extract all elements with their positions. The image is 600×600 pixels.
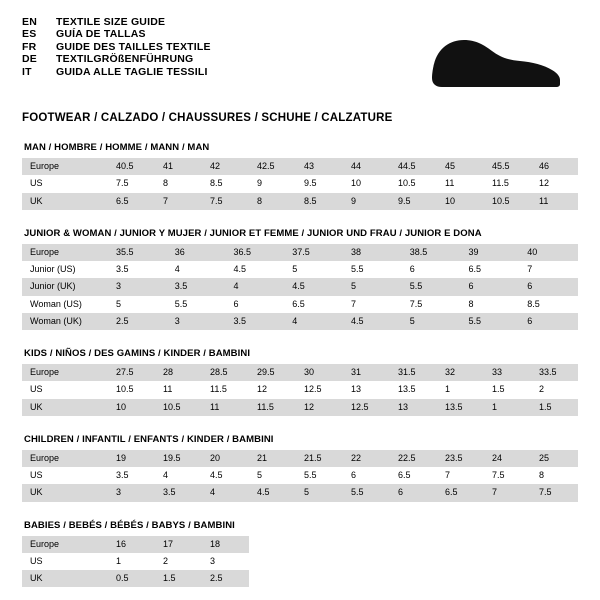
language-row: [22, 53, 211, 65]
cell: 10.5: [108, 381, 155, 398]
cell: 17: [155, 536, 202, 553]
cell-empty: [343, 570, 390, 587]
cell: 1: [437, 381, 484, 398]
row-label: UK: [22, 570, 108, 587]
cell: 5: [402, 313, 461, 330]
cell: 5.5: [461, 313, 520, 330]
cell-empty: [343, 553, 390, 570]
cell: 10: [108, 399, 155, 416]
cell: 1.5: [531, 399, 578, 416]
row-label: Junior (UK): [22, 278, 108, 295]
cell: 6: [461, 278, 520, 295]
cell: 8: [249, 193, 296, 210]
cell: 1: [108, 553, 155, 570]
cell: 4.5: [249, 484, 296, 501]
cell: 44.5: [390, 158, 437, 175]
cell: 12: [249, 381, 296, 398]
cell: 32: [437, 364, 484, 381]
cell: 3.5: [108, 261, 167, 278]
language-title: GUIDA ALLE TAGLIE TESSILI: [56, 65, 208, 78]
cell: 4.5: [284, 278, 343, 295]
cell: 7: [484, 484, 531, 501]
language-code: FR: [22, 40, 37, 53]
group-title: MAN / HOMBRE / HOMME / MANN / MAN: [24, 142, 210, 153]
cell: 4.5: [226, 261, 285, 278]
table-row: [22, 381, 578, 398]
language-title: TEXTILE SIZE GUIDE: [56, 16, 166, 28]
cell: 5: [108, 296, 167, 313]
row-label: UK: [22, 399, 108, 416]
cell: 8.5: [296, 193, 343, 210]
cell: 12: [296, 399, 343, 416]
cell: 3: [167, 313, 226, 330]
cell: 7: [437, 467, 484, 484]
cell: 44: [343, 158, 390, 175]
cell-empty: [531, 570, 578, 587]
row-label: Woman (UK): [22, 313, 108, 330]
cell: 13: [390, 399, 437, 416]
cell: 22.5: [390, 450, 437, 467]
cell: 6: [519, 313, 578, 330]
cell: 31: [343, 364, 390, 381]
cell-empty: [249, 553, 296, 570]
row-label: UK: [22, 193, 108, 210]
cell: 37.5: [284, 244, 343, 261]
cell: 6.5: [108, 193, 155, 210]
cell: 46: [531, 158, 578, 175]
cell: 33: [484, 364, 531, 381]
cell: 4: [284, 313, 343, 330]
cell-empty: [531, 553, 578, 570]
cell: 8: [461, 296, 520, 313]
cell: 19: [108, 450, 155, 467]
size-table-junior-woman: [22, 244, 578, 330]
cell: 40.5: [108, 158, 155, 175]
cell-empty: [390, 536, 437, 553]
cell: 11.5: [484, 175, 531, 192]
cell: 2: [531, 381, 578, 398]
cell: 35.5: [108, 244, 167, 261]
table-row: [22, 467, 578, 484]
cell: 42.5: [249, 158, 296, 175]
cell-empty: [390, 553, 437, 570]
cell: 11.5: [249, 399, 296, 416]
cell: 27.5: [108, 364, 155, 381]
cell: 9: [343, 193, 390, 210]
size-table-children: [22, 450, 578, 502]
cell: 38.5: [402, 244, 461, 261]
size-table-babies: [22, 536, 578, 588]
row-label: US: [22, 467, 108, 484]
language-title: GUÍA DE TALLAS: [56, 28, 146, 41]
row-label: Europe: [22, 536, 108, 553]
language-code: DE: [22, 53, 37, 66]
language-row: [22, 66, 211, 78]
language-code: ES: [22, 28, 37, 41]
size-table-kids: [22, 364, 578, 416]
cell: 2: [155, 553, 202, 570]
table-row: [22, 364, 578, 381]
cell: 3.5: [155, 484, 202, 501]
cell: 28.5: [202, 364, 249, 381]
cell-empty: [437, 536, 484, 553]
cell: 3.5: [108, 467, 155, 484]
cell: 4: [167, 261, 226, 278]
cell: 1.5: [484, 381, 531, 398]
cell: 20: [202, 450, 249, 467]
cell: 30: [296, 364, 343, 381]
cell: 10.5: [155, 399, 202, 416]
cell-empty: [296, 553, 343, 570]
cell: 9.5: [390, 193, 437, 210]
size-table-man: [22, 158, 578, 210]
cell: 9.5: [296, 175, 343, 192]
table-row: [22, 450, 578, 467]
cell: 5.5: [167, 296, 226, 313]
cell: 11: [531, 193, 578, 210]
cell: 8: [531, 467, 578, 484]
language-row: [22, 28, 211, 40]
cell: 36: [167, 244, 226, 261]
cell: 7.5: [531, 484, 578, 501]
cell: 6: [402, 261, 461, 278]
cell: 6: [343, 467, 390, 484]
cell: 11: [155, 381, 202, 398]
cell: 2.5: [202, 570, 249, 587]
cell: 9: [249, 175, 296, 192]
row-label: US: [22, 553, 108, 570]
cell: 25: [531, 450, 578, 467]
cell: 10.5: [484, 193, 531, 210]
cell: 31.5: [390, 364, 437, 381]
cell: 11.5: [202, 381, 249, 398]
cell: 5: [296, 484, 343, 501]
cell: 8.5: [202, 175, 249, 192]
row-label: US: [22, 381, 108, 398]
table-row: [22, 296, 578, 313]
cell: 4: [155, 467, 202, 484]
cell: 38: [343, 244, 402, 261]
cell: 40: [519, 244, 578, 261]
size-group-kids: [22, 348, 578, 416]
cell: 7.5: [108, 175, 155, 192]
cell: 21.5: [296, 450, 343, 467]
table-row: [22, 261, 578, 278]
cell: 6: [390, 484, 437, 501]
row-label: Europe: [22, 244, 108, 261]
cell: 21: [249, 450, 296, 467]
cell: 41: [155, 158, 202, 175]
cell: 3.5: [167, 278, 226, 295]
cell-empty: [437, 553, 484, 570]
group-title: BABIES / BEBÉS / BÉBÉS / BABYS / BAMBINI: [24, 519, 235, 531]
group-title: KIDS / NIÑOS / DES GAMINS / KINDER / BAMBINI: [24, 348, 251, 359]
language-row: [22, 41, 211, 53]
table-row: [22, 244, 578, 261]
cell: 1.5: [155, 570, 202, 587]
cell: 8.5: [519, 296, 578, 313]
cell: 4.5: [343, 313, 402, 330]
cell-empty: [296, 536, 343, 553]
group-title: JUNIOR & WOMAN / JUNIOR Y MUJER / JUNIOR ET FEMME / JUNIOR UND FRAU / JUNIOR E DONA: [24, 227, 482, 239]
cell: 23.5: [437, 450, 484, 467]
cell: 36.5: [226, 244, 285, 261]
cell: 4: [226, 278, 285, 295]
cell: 1: [484, 399, 531, 416]
cell: 45.5: [484, 158, 531, 175]
cell: 4.5: [202, 467, 249, 484]
cell: 28: [155, 364, 202, 381]
table-row: [22, 553, 578, 570]
cell: 3: [108, 484, 155, 501]
cell: 11: [437, 175, 484, 192]
cell: 12.5: [343, 399, 390, 416]
size-group-junior-woman: [22, 228, 578, 330]
cell: 24: [484, 450, 531, 467]
cell: 39: [461, 244, 520, 261]
cell: 6: [519, 278, 578, 295]
cell: 4: [202, 484, 249, 501]
table-row: [22, 484, 578, 501]
cell-empty: [296, 570, 343, 587]
table-row: [22, 313, 578, 330]
cell: 6.5: [461, 261, 520, 278]
cell: 8: [155, 175, 202, 192]
language-title: TEXTILGRÖßENFÜHRUNG: [56, 53, 194, 66]
cell: 19.5: [155, 450, 202, 467]
row-label: Woman (US): [22, 296, 108, 313]
cell: 16: [108, 536, 155, 553]
table-row: [22, 175, 578, 192]
cell-empty: [484, 570, 531, 587]
cell: 3: [108, 278, 167, 295]
cell: 2.5: [108, 313, 167, 330]
language-code: EN: [22, 16, 37, 28]
cell: 10: [343, 175, 390, 192]
row-label: Europe: [22, 450, 108, 467]
table-row: [22, 399, 578, 416]
cell: 5.5: [343, 261, 402, 278]
table-row: [22, 158, 578, 175]
cell: 33.5: [531, 364, 578, 381]
cell: 3.5: [226, 313, 285, 330]
table-row: [22, 278, 578, 295]
cell: 42: [202, 158, 249, 175]
footwear-section-title: FOOTWEAR / CALZADO / CHAUSSURES / SCHUHE / CALZATURE: [22, 112, 393, 124]
cell: 5.5: [343, 484, 390, 501]
size-group-man: [22, 142, 578, 210]
cell-empty: [437, 570, 484, 587]
cell: 10: [437, 193, 484, 210]
table-row: [22, 570, 578, 587]
cell: 7: [519, 261, 578, 278]
language-title: GUIDE DES TAILLES TEXTILE: [56, 40, 211, 53]
row-label: UK: [22, 484, 108, 501]
cell: 11: [202, 399, 249, 416]
cell: 6.5: [437, 484, 484, 501]
cell: 12: [531, 175, 578, 192]
cell: 5: [284, 261, 343, 278]
language-row: [22, 16, 211, 28]
cell: 6: [226, 296, 285, 313]
cell-empty: [390, 570, 437, 587]
size-group-babies: [22, 520, 578, 588]
cell: 45: [437, 158, 484, 175]
cell-empty: [484, 536, 531, 553]
cell: 22: [343, 450, 390, 467]
cell-empty: [249, 570, 296, 587]
size-group-children: [22, 434, 578, 502]
cell: 10.5: [390, 175, 437, 192]
language-code: IT: [22, 65, 32, 78]
cell: 5: [343, 278, 402, 295]
cell: 7.5: [202, 193, 249, 210]
cell: 43: [296, 158, 343, 175]
cell: 7.5: [402, 296, 461, 313]
cell: 13: [343, 381, 390, 398]
cell: 5.5: [296, 467, 343, 484]
cell: 7.5: [484, 467, 531, 484]
cell-empty: [343, 536, 390, 553]
cell: 5.5: [402, 278, 461, 295]
cell: 0.5: [108, 570, 155, 587]
cell: 13.5: [390, 381, 437, 398]
cell: 29.5: [249, 364, 296, 381]
cell: 18: [202, 536, 249, 553]
row-label: Europe: [22, 364, 108, 381]
cell: 3: [202, 553, 249, 570]
cell-empty: [484, 553, 531, 570]
row-label: Junior (US): [22, 261, 108, 278]
cell: 12.5: [296, 381, 343, 398]
row-label: Europe: [22, 158, 108, 175]
cell: 6.5: [284, 296, 343, 313]
cell-empty: [531, 536, 578, 553]
cell: 5: [249, 467, 296, 484]
cell-empty: [249, 536, 296, 553]
cell: 7: [343, 296, 402, 313]
cell: 6.5: [390, 467, 437, 484]
group-title: CHILDREN / INFANTIL / ENFANTS / KINDER / BAMBINI: [24, 433, 274, 445]
row-label: US: [22, 175, 108, 192]
dress-shoe-icon: [372, 18, 572, 96]
table-row: [22, 193, 578, 210]
cell: 13.5: [437, 399, 484, 416]
language-title-list: [22, 16, 211, 78]
document-header: [22, 16, 578, 96]
cell: 7: [155, 193, 202, 210]
table-row: [22, 536, 578, 553]
